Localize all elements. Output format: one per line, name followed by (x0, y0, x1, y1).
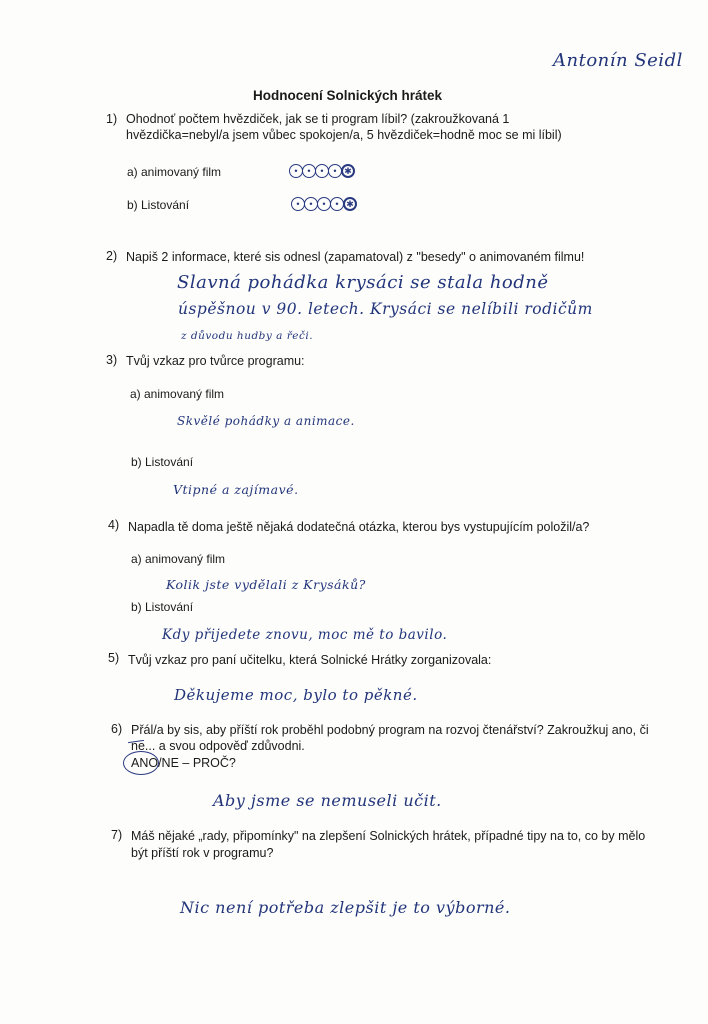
q6-ano-ne: ANO/NE – PROČ? (131, 756, 236, 770)
star-4-icon: • (328, 164, 342, 178)
q5-number: 5) (108, 651, 120, 665)
q4-text: Napadla tě doma ještě nějaká dodatečná otázka, kterou bys vystupujícím položil/a? (128, 520, 590, 534)
star-2-icon: • (304, 197, 318, 211)
q3-b-answer: Vtipné a zajímavé. (173, 482, 299, 497)
q4-b-answer: Kdy přijedete znovu, moc mě to bavilo. (162, 627, 448, 643)
q4-b-label: b) Listování (131, 600, 194, 614)
q2-answer-line3: z důvodu hudby a řeči. (181, 330, 314, 342)
page-title: Hodnocení Solnických hrátek (253, 88, 443, 103)
q1-b-label: b) Listování (127, 198, 190, 212)
q4-number: 4) (108, 518, 120, 532)
star-3-icon: • (315, 164, 329, 178)
q6-answer: Aby jsme se nemuseli učit. (213, 791, 442, 810)
q2-answer-line1: Slavná pohádka krysáci se stala hodně (177, 272, 549, 293)
q1-b-star-rating (291, 197, 356, 211)
star-2-icon: • (302, 164, 316, 178)
q1-a-label: a) animovaný film (127, 165, 222, 179)
q3-text: Tvůj vzkaz pro tvůrce programu: (126, 354, 305, 368)
q6-text-line1: Přál/a by sis, aby příští rok proběhl podobný program na rozvoj čtenářství? Zakroužkuj ano, či (131, 723, 649, 737)
star-3-icon: • (317, 197, 331, 211)
q1-a-star-rating (289, 164, 354, 178)
star-1-icon: • (291, 197, 305, 211)
q3-b-label: b) Listování (131, 455, 194, 469)
q7-answer: Nic není potřeba zlepšit je to výborné. (180, 898, 511, 917)
star-5-icon: ✱ (341, 164, 355, 178)
q4-a-label: a) animovaný film (131, 552, 226, 566)
q4-a-answer: Kolik jste vydělali z Krysáků? (166, 577, 366, 592)
signature: Antonín Seidl (553, 50, 683, 71)
q2-number: 2) (106, 249, 118, 263)
q6-text-line2: ne... a svou odpověď zdůvodni. (131, 739, 305, 753)
q2-text: Napiš 2 informace, které sis odnesl (zapamatoval) z "besedy" o animovaném filmu! (126, 250, 585, 264)
q3-a-answer: Skvělé pohádky a animace. (177, 414, 355, 428)
ano-circle-mark (123, 751, 159, 775)
q1-text-line1: Ohodnoť počtem hvězdiček, jak se ti program líbil? (zakroužkovaná 1 (126, 112, 510, 126)
q7-text-line1: Máš nějaké „rady, připomínky" na zlepšení Solnických hrátek, případné tipy na to, co by mělo (131, 829, 646, 843)
q1-text-line2: hvězdička=nebyl/a jsem vůbec spokojen/a, 5 hvězdiček=hodně moc se mi líbil) (126, 128, 562, 142)
q3-a-label: a) animovaný film (130, 387, 225, 401)
q3-number: 3) (106, 353, 118, 367)
q7-text-line2: být příští rok v programu? (131, 846, 274, 860)
star-1-icon: • (289, 164, 303, 178)
q1-number: 1) (106, 112, 118, 126)
q6-number: 6) (111, 722, 123, 736)
star-5-icon: ✱ (343, 197, 357, 211)
q2-answer-line2: úspěšnou v 90. letech. Krysáci se nelíbili rodičům (178, 300, 593, 318)
q7-number: 7) (111, 828, 123, 842)
star-4-icon: • (330, 197, 344, 211)
q5-text: Tvůj vzkaz pro paní učitelku, která Solnické Hrátky zorganizovala: (128, 653, 492, 667)
q5-answer: Děkujeme moc, bylo to pěkné. (174, 686, 418, 704)
